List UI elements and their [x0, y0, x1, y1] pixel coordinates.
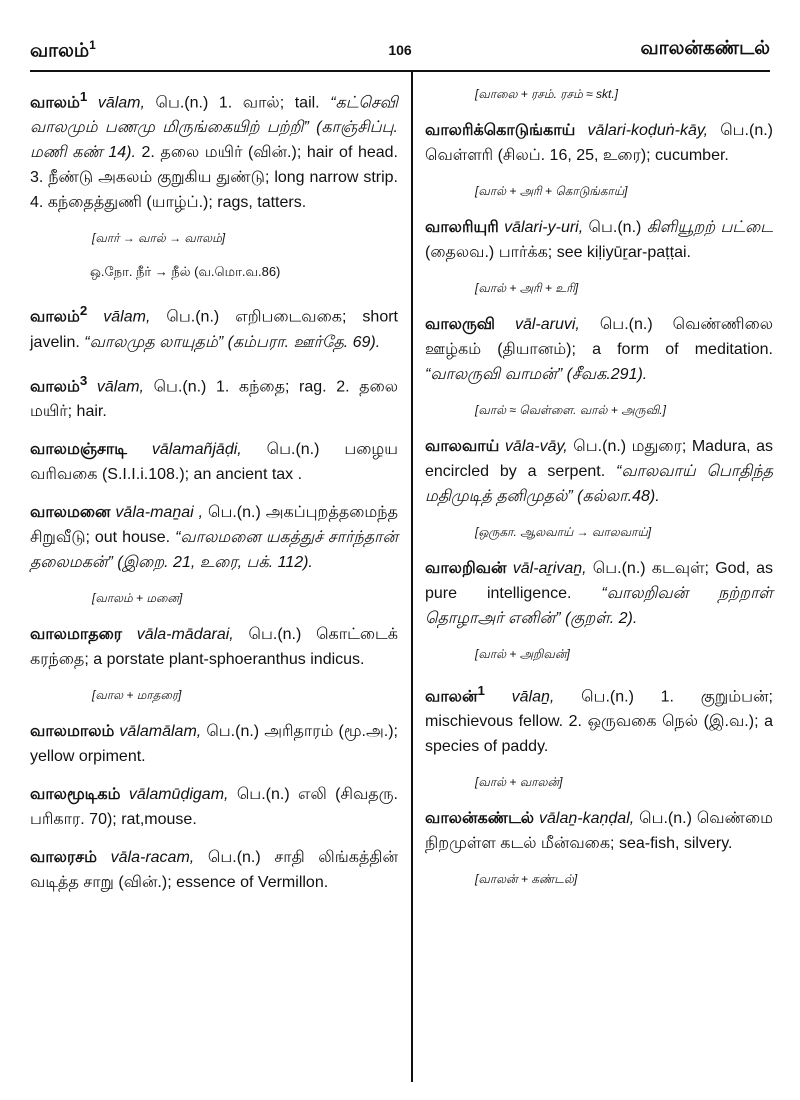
transliteration: vālam, [97, 94, 145, 112]
headword-superscript: 1 [79, 89, 88, 104]
transliteration: vālamañjāḍi, [151, 440, 242, 458]
column-divider [411, 72, 413, 1082]
dictionary-entry [425, 556, 773, 631]
etymology: [வால + மாதரை] [92, 687, 182, 702]
definition: பெ.(n.) 1. குறும்பன்; mischievous fellow. 2. ஒருவகை நெல் (இ.வ.); a species of paddy. [425, 688, 773, 756]
headword: வாலன் [425, 688, 478, 706]
transliteration: vālamūḍigam, [128, 785, 229, 803]
transliteration: vāla-racam, [110, 848, 195, 866]
transliteration: vālaṉ-kaṇḍal, [539, 810, 635, 828]
left-column [30, 84, 398, 908]
transliteration: vālaṉ, [511, 688, 555, 706]
dictionary-entry [425, 215, 773, 265]
definition: பெ.(n.) கடவுள்; God, as pure intelligence. [425, 560, 773, 602]
etymology: [வாலை + ரசம். ரசம் ≈ skt.] [475, 87, 619, 101]
transliteration: vāla-mādarai, [136, 625, 234, 643]
etymology: [வால் ≈ வெள்ளை. வால் + அருவி.] [475, 403, 666, 417]
dictionary-entry [30, 845, 398, 895]
headword: வாலமூடிகம் [30, 785, 121, 803]
header-left-word: வாலம்$^1$ [30, 38, 96, 62]
definition: பெ.(n.) 1. வால்; tail. [144, 94, 331, 112]
citation-quote: “வாலமனை யகத்துச் சார்ந்தான் தலைமகன்” (இறை. 21, உரை, பக். 112). [30, 528, 399, 571]
transliteration: vāl-aruvi, [514, 316, 580, 333]
definition: பெ.(n.) வெண்ணிலை ஊழ்கம் (தியானம்); a form of meditation. [425, 316, 773, 358]
dictionary-entry [425, 806, 773, 856]
citation-quote: “வாலருவி வாமன்” (சீவக.291). [425, 366, 648, 383]
citation-quote: “வாலமுத லாயுதம்” (கம்பரா. ஊர்தே. 69). [84, 333, 381, 351]
dictionary-entry [30, 298, 398, 354]
dictionary-entry [30, 368, 398, 424]
citation-quote: “வாலவாய் பொதிந்த மதிமுடித் தனிமுதல்” (கல்லா.48). [425, 463, 774, 505]
dictionary-entry [30, 84, 398, 215]
definition: பெ.(n.) எலி (சிவதரு. பரிகார. 70); rat,mouse. [30, 785, 398, 828]
headword: வாலமாலம் [30, 722, 115, 740]
headword: வாலன்கண்டல் [425, 810, 535, 828]
transliteration: vālari-y-uri, [504, 219, 584, 236]
headword: வாலருவி [425, 316, 495, 333]
dictionary-entry [425, 434, 773, 509]
dictionary-entry [425, 312, 773, 387]
page-header [30, 38, 770, 72]
headword: வாலவாய் [425, 438, 500, 455]
transliteration: vāla-maṉai , [115, 503, 204, 521]
definition: பெ.(n.) 1. கந்தை; rag. 2. தலை மயிர்; hair. [30, 377, 398, 420]
definition: பெ.(n.) வெண்மை நிறமுள்ள கடல் மீன்வகை; sea-fish, silvery. [425, 810, 773, 853]
etymology: [வால் + அரி + கொடுங்காய்] [475, 184, 628, 198]
transliteration: vālari-koḍuṅ-kāy, [587, 122, 709, 139]
definition: பெ.(n.) அரிதாரம் (மூ.அ.); yellow orpiment. [30, 722, 398, 765]
definition: பெ.(n.) சாதி லிங்கத்தின் வடித்த சாறு (வின்.); essence of Vermillon. [30, 848, 398, 891]
headword: வாலரியுரி [425, 219, 499, 236]
headword: வாலரசம் [30, 848, 97, 866]
etymology: [வால் + வாலன்] [475, 775, 563, 790]
headword-superscript: 3 [79, 372, 88, 388]
header-rule [30, 70, 770, 72]
definition-continued: 2. தலை மயிர் (வின்.); hair of head. 3. நீண்டு அகலம் குறுகிய துண்டு; long narrow strip. 4. கந்தைத்துணி (யாழ்ப்.); rags, tatters. [30, 144, 398, 212]
dictionary-entry [30, 500, 398, 575]
dictionary-entry [30, 437, 398, 487]
headword: வாலம் [30, 377, 80, 395]
headword: வாலமாதரை [30, 625, 123, 643]
transliteration: vālam, [96, 377, 144, 395]
transliteration: vāl-aṟivaṉ, [512, 560, 587, 577]
headword: வாலம் [30, 94, 80, 112]
page-number: 106 [388, 42, 412, 58]
etymology: [வார் → வால் → வாலம்] [92, 231, 226, 246]
etymology: [வால் + அறிவன்] [475, 647, 570, 661]
transliteration: vālamālam, [119, 722, 202, 740]
etymology: [வால் + அரி + உரி] [475, 281, 579, 295]
cross-reference-note: ஒ.நோ. நீர் → நீல் (வ.மொ.வ.86) [90, 264, 281, 280]
dictionary-entry [30, 622, 398, 672]
dictionary-entry [425, 678, 773, 759]
citation-quote: கிளியூறற் பட்டை [646, 219, 773, 236]
headword-superscript: 1 [477, 683, 485, 698]
etymology: [வாலம் + மனை] [92, 590, 183, 605]
transliteration: vālam, [103, 308, 151, 326]
transliteration: vāla-vāy, [504, 438, 568, 455]
definition: பெ.(n.) எறிபடைவகை; short javelin. [30, 308, 399, 351]
etymology: [வாலன் + கண்டல்] [475, 872, 578, 887]
citation-quote: “வாலறிவன் நற்றாள் தொழாஅர் எனின்” (குறள். 2). [425, 585, 773, 627]
definition: பெ.(n.) வெள்ளரி (சிலப். 16, 25, உரை); cucumber. [425, 122, 773, 164]
right-column [425, 84, 773, 903]
etymology: [ஒருகா. ஆலவாய் → வாலவாய்] [475, 525, 652, 539]
headword: வாலம் [30, 308, 80, 326]
headword: வாலமனை [30, 503, 111, 521]
definition: பெ.(n.) [583, 219, 647, 236]
dictionary-entry [30, 782, 398, 832]
definition-continued: (தைலவ.) பார்க்க; see kiḷiyūṟar-paṭṭai. [425, 244, 691, 261]
definition: பெ.(n.) மதுரை; Madura, as encircled by a serpent. [425, 438, 773, 480]
definition: பெ.(n.) அகப்புறத்தமைந்த சிறுவீடு; out house. [30, 503, 398, 546]
citation-quote: “கட்செவி வாலமும் பணமு மிருங்கையிற் பற்றி” (காஞ்சிப்பு. மணி கண் 14). [30, 94, 398, 162]
header-right-word: வாலன்கண்டல் [640, 38, 770, 59]
headword: வாலரிக்கொடுங்காய் [425, 122, 576, 139]
definition: பெ.(n.) பழைய வரிவகை (S.I.I.i.108.); an ancient tax . [30, 440, 398, 483]
dictionary-entry [30, 719, 398, 769]
headword: வாலறிவன் [425, 560, 507, 577]
definition: பெ.(n.) கொட்டைக் கரந்தை; a porstate plant-sphoeranthus indicus. [30, 625, 398, 668]
dictionary-entry [425, 118, 773, 168]
headword: வாலமஞ்சாடி [30, 440, 127, 458]
headword-superscript: 2 [79, 303, 88, 319]
